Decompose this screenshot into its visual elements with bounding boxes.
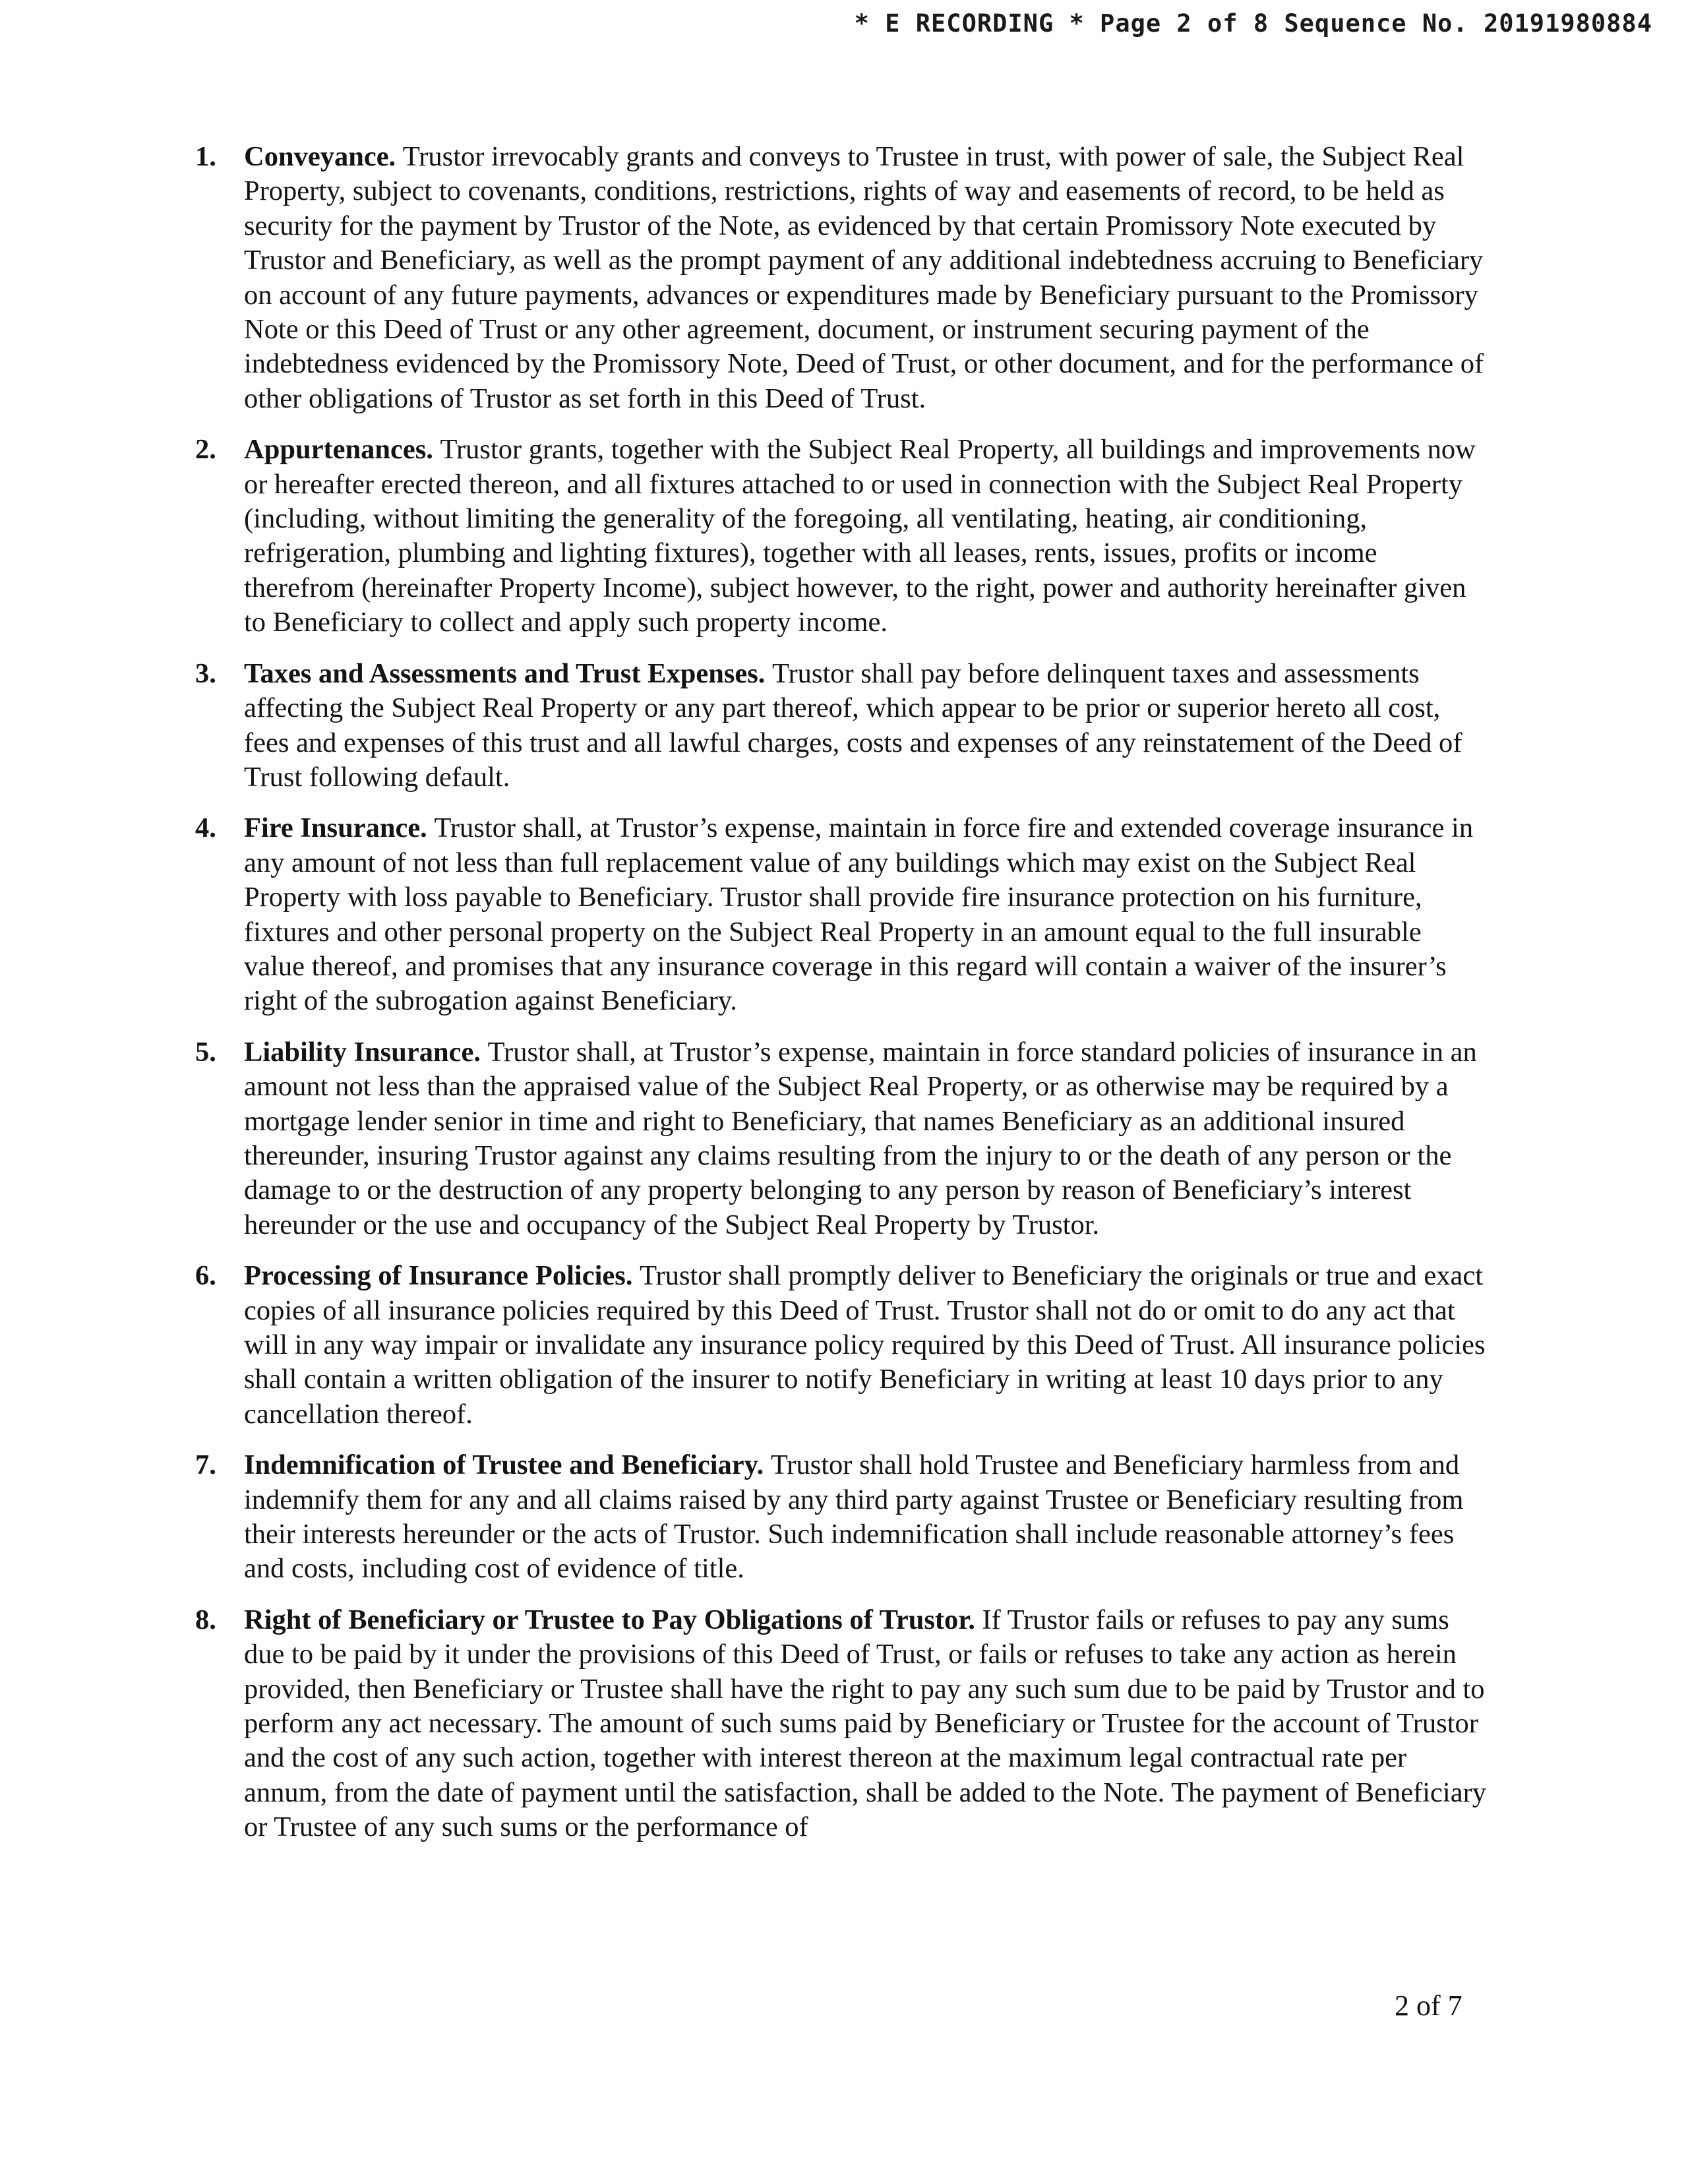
clause-title: Indemnification of Trustee and Beneficiary.: [244, 1449, 771, 1481]
clause-text: Trustor shall, at Trustor’s expense, maintain in force standard policies of insurance in an amount not less than the appraised value of the Subject Real Property, or as otherwise may be required by a mortgage lender senior in time and right to Beneficiary, that names Beneficiary as an additional insured thereunder, insuring Trustor against any claims resulting from the injury to or the death of any person or the damage to or the destruction of any property belonging to any person by reason of Beneficiary’s interest hereunder or the use and occupancy of the Subject Real Property by Trustor.: [244, 1036, 1477, 1240]
clause-number: 6.: [195, 1260, 216, 1292]
clause-taxes-assessments: [183, 657, 1489, 795]
clause-fire-insurance: [183, 811, 1489, 1018]
clause-number: 4.: [195, 812, 216, 844]
clause-text: Trustor shall pay before delinquent taxes and assessments affecting the Subject Real Property or any part thereof, which appear to be prior or superior hereto all cost, fees and expenses of this trust and all lawful charges, costs and expenses of any reinstatement of the Deed of Trust following default.: [244, 657, 1462, 793]
clause-title: Appurtenances.: [244, 434, 440, 466]
clause-number: 7.: [195, 1449, 216, 1481]
clause-title: Conveyance.: [244, 141, 403, 172]
clause-liability-insurance: [183, 1035, 1489, 1242]
clause-number: 2.: [195, 434, 216, 466]
clause-appurtenances: [183, 433, 1489, 640]
clause-conveyance: [183, 140, 1489, 416]
recording-stamp: * E RECORDING * Page 2 of 8 Sequence No. 20191980884: [854, 9, 1652, 38]
clause-title: Taxes and Assessments and Trust Expenses.: [244, 657, 773, 689]
clause-title: Right of Beneficiary or Trustee to Pay Obligations of Trustor.: [244, 1604, 982, 1635]
clause-text: Trustor irrevocably grants and conveys to Trustee in trust, with power of sale, the Subject Real Property, subject to covenants, conditions, restrictions, rights of way and easements of record, to be held as security for the payment by Trustor of the Note, as evidenced by that certain Promissory Note executed by Trustor and Beneficiary, as well as the prompt payment of any additional indebtedness accruing to Beneficiary on account of any future payments, advances or expenditures made by Beneficiary pursuant to the Promissory Note or this Deed of Trust or any other agreement, document, or instrument securing payment of the indebtedness evidenced by the Promissory Note, Deed of Trust, or other document, and for the performance of other obligations of Trustor as set forth in this Deed of Trust.: [244, 141, 1484, 414]
clause-text: Trustor grants, together with the Subject Real Property, all buildings and improvements now or hereafter erected thereon, and all fixtures attached to or used in connection with the Subject Real Property (including, without limiting the generality of the foregoing, all ventilating, heating, air conditioning, refrigeration, plumbing and lighting fixtures), together with all leases, rents, issues, profits or income therefrom (hereinafter Property Income), subject however, to the right, power and authority hereinafter given to Beneficiary to collect and apply such property income.: [244, 434, 1476, 638]
clause-text: Trustor shall promptly deliver to Beneficiary the originals or true and exact copies of all insurance policies required by this Deed of Trust. Trustor shall not do or omit to do any act that will in any way impair or invalidate any insurance policy required by this Deed of Trust. All insurance policies shall contain a written obligation of the insurer to notify Beneficiary in writing at least 10 days prior to any cancellation thereof.: [244, 1260, 1486, 1430]
clause-number: 3.: [195, 657, 216, 689]
clause-text: Trustor shall hold Trustee and Beneficiary harmless from and indemnify them for any and all claims raised by any third party against Trustee or Beneficiary resulting from their interests hereunder or the acts of Trustor. Such indemnification shall include reasonable attorney’s fees and costs, including cost of evidence of title.: [244, 1449, 1464, 1585]
clause-text: Trustor shall, at Trustor’s expense, maintain in force fire and extended coverage insurance in any amount of not less than full replacement value of any buildings which may exist on the Subject Real Property with loss payable to Beneficiary. Trustor shall provide fire insurance protection on his furniture, fixtures and other personal property on the Subject Real Property in an amount equal to the full insurable value thereof, and promises that any insurance coverage in this regard will contain a waiver of the insurer’s right of the subrogation against Beneficiary.: [244, 812, 1474, 1017]
clause-number: 1.: [195, 141, 216, 172]
clause-indemnification: [183, 1448, 1489, 1587]
clause-number: 8.: [195, 1604, 216, 1635]
clause-right-to-pay-obligations: [183, 1603, 1489, 1845]
page-number: 2 of 7: [1395, 1989, 1462, 2022]
clause-number: 5.: [195, 1036, 216, 1068]
clause-title: Liability Insurance.: [244, 1036, 488, 1068]
clause-processing-insurance-policies: [183, 1259, 1489, 1432]
clause-text: If Trustor fails or refuses to pay any sums due to be paid by it under the provisions of this Deed of Trust, or fails or refuses to take any action as herein provided, then Beneficiary or Trustee shall have the right to pay any such sum due to be paid by Trustor and to perform any act necessary. The amount of such sums paid by Beneficiary or Trustee for the account of Trustor and the cost of any such action, together with interest thereon at the maximum legal contractual rate per annum, from the date of payment until the satisfaction, shall be added to the Note. The payment of Beneficiary or Trustee of any such sums or the performance of: [244, 1604, 1486, 1843]
clause-title: Processing of Insurance Policies.: [244, 1260, 640, 1292]
clause-title: Fire Insurance.: [244, 812, 435, 844]
clause-list: [183, 140, 1489, 1862]
